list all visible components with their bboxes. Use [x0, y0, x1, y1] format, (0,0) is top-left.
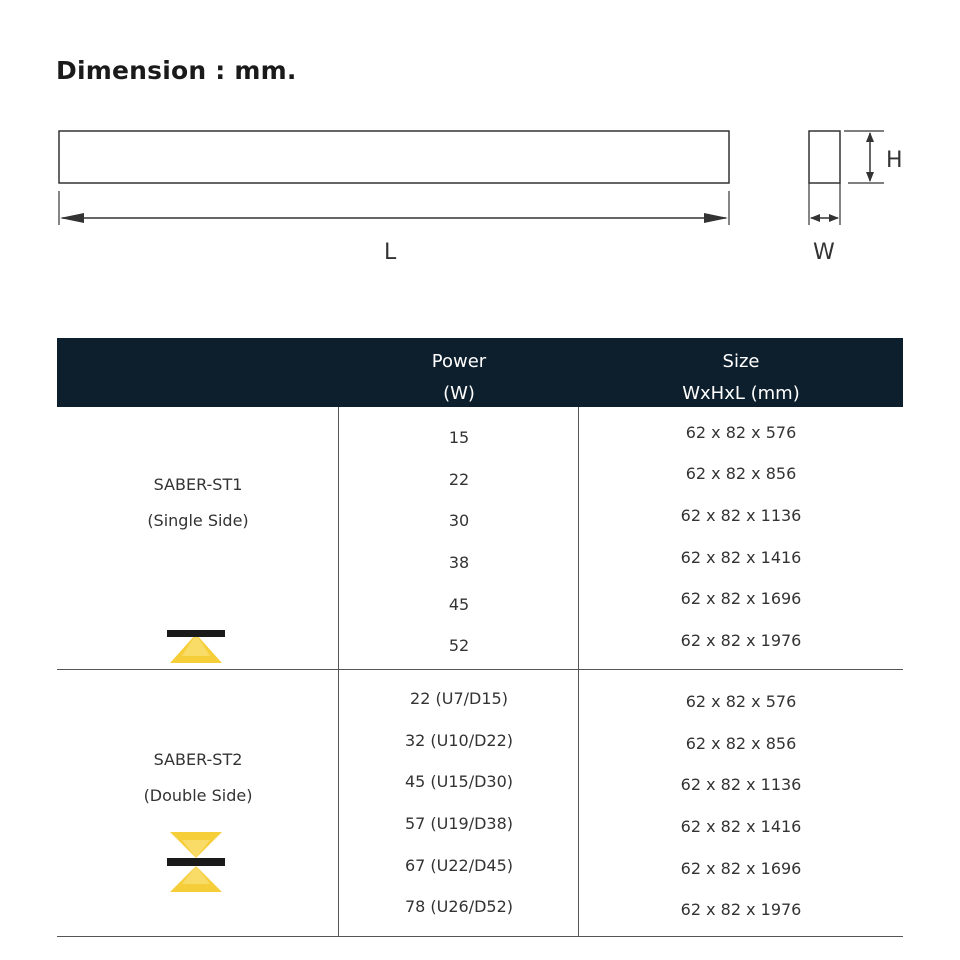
single-side-light-icon: [166, 626, 226, 666]
size-value: 62 x 82 x 1696: [680, 859, 802, 878]
size-value: 62 x 82 x 1696: [680, 589, 802, 608]
power-column-header: Power (W): [431, 351, 487, 404]
size-value: 62 x 82 x 856: [685, 464, 797, 483]
page-title: Dimension : mm.: [56, 56, 297, 85]
size-value: 62 x 82 x 1976: [680, 631, 802, 650]
width-label: W: [813, 240, 835, 265]
double-side-light-icon: [166, 830, 226, 894]
size-value: 62 x 82 x 1136: [680, 506, 802, 525]
power-value: 38: [448, 553, 470, 572]
table-header: [57, 338, 903, 407]
power-value: 22: [448, 470, 470, 489]
power-value: 52: [448, 636, 470, 655]
size-value: 62 x 82 x 856: [685, 734, 797, 753]
model-cell: [57, 742, 339, 814]
power-value: 45 (U15/D30): [404, 772, 514, 791]
power-value: 15: [448, 428, 470, 447]
size-value: 62 x 82 x 1416: [680, 817, 802, 836]
size-value: 62 x 82 x 1416: [680, 548, 802, 567]
size-column-header: Size WxHxL (mm): [682, 351, 800, 404]
power-value: 45: [448, 595, 470, 614]
spec-table: [57, 338, 903, 937]
front-view-bar: [59, 131, 729, 183]
size-value: 62 x 82 x 576: [685, 423, 797, 442]
power-value: 57 (U19/D38): [404, 814, 514, 833]
model-variant: (Double Side): [143, 786, 253, 805]
table-row-group-saber-st2: [57, 670, 903, 937]
side-view-profile: [809, 131, 840, 183]
model-cell: [57, 467, 339, 539]
power-value: 32 (U10/D22): [404, 731, 514, 750]
length-label: L: [384, 240, 397, 265]
size-value: 62 x 82 x 1976: [680, 900, 802, 919]
model-name: SABER-ST1: [153, 475, 243, 494]
model-variant: (Single Side): [147, 511, 249, 530]
model-name: SABER-ST2: [153, 750, 243, 769]
power-value: 22 (U7/D15): [410, 689, 508, 708]
power-value: 30: [448, 511, 470, 530]
table-row-group-saber-st1: [57, 407, 903, 670]
size-value: 62 x 82 x 576: [685, 692, 797, 711]
power-value: 78 (U26/D52): [404, 897, 514, 916]
size-value: 62 x 82 x 1136: [680, 775, 802, 794]
height-label: H: [886, 148, 903, 173]
power-value: 67 (U22/D45): [404, 856, 514, 875]
